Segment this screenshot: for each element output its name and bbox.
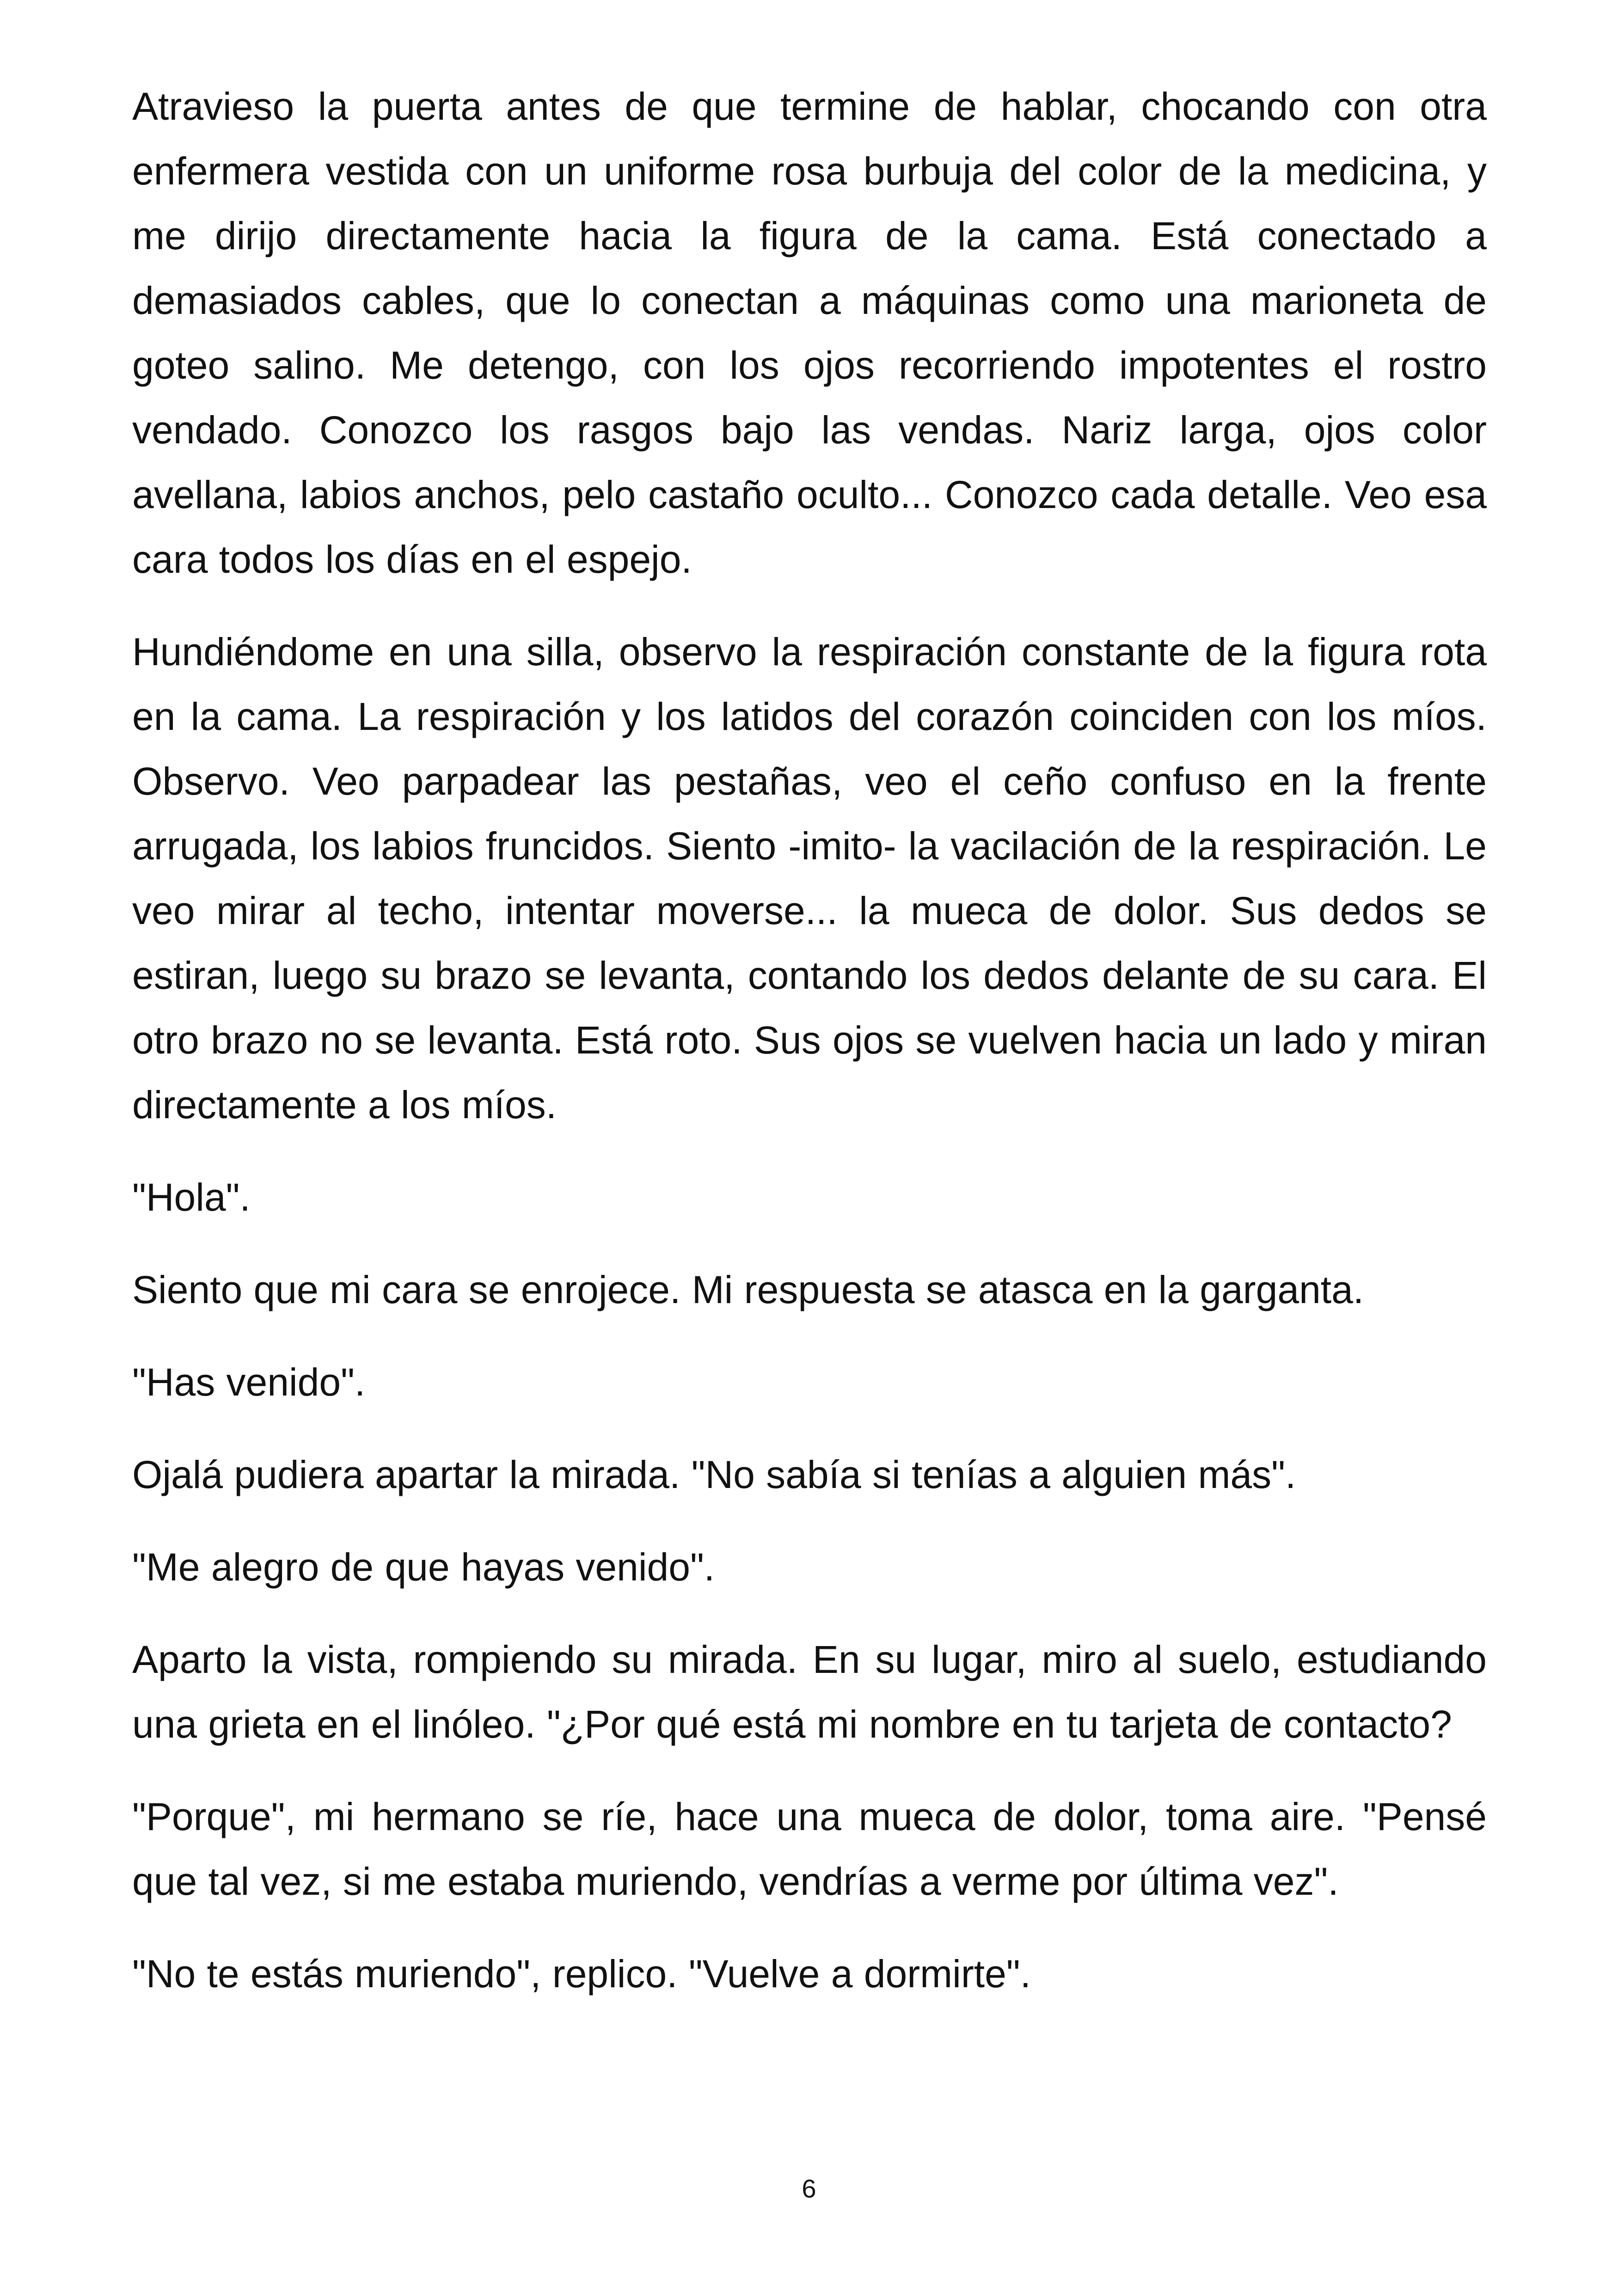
page-number: 6 — [802, 2174, 816, 2203]
paragraph-3: "Hola". — [132, 1176, 251, 1219]
paragraph-4: Siento que mi cara se enrojece. Mi respuesta se atasca en la garganta. — [132, 1268, 1364, 1311]
paragraph-8: Aparto la vista, rompiendo su mirada. En su lugar, miro al suelo, estudiando una grieta en el linóleo. "¿Por qué está mi nombre en tu tarjeta de contacto? — [132, 1638, 1487, 1746]
paragraph-10: "No te estás muriendo", replico. "Vuelve a dormirte". — [132, 1952, 1031, 1996]
page-body — [132, 74, 1487, 2034]
paragraph-1: Atravieso la puerta antes de que termine de hablar, chocando con otra enfermera vestida con un uniforme rosa burbuja del color de la medicina, y me dirijo directamente hacia la figura de la cama. Está conectado a demasiados cables, que lo conectan a máquinas como una marioneta de goteo salino. Me detengo, con los ojos recorriendo impotentes el rostro vendado. Conozco los rasgos bajo las vendas. Nariz larga, ojos color avellana, labios anchos, pelo castaño oculto... Conozco cada detalle. Veo esa cara todos los días en el espejo. — [132, 85, 1487, 581]
paragraph-7: "Me alegro de que hayas venido". — [132, 1545, 715, 1589]
paragraph-9: "Porque", mi hermano se ríe, hace una mueca de dolor, toma aire. "Pensé que tal vez, si me estaba muriendo, vendrías a verme por última vez". — [132, 1795, 1487, 1903]
paragraph-2: Hundiéndome en una silla, observo la respiración constante de la figura rota en la cama. La respiración y los latidos del corazón coinciden con los míos. Observo. Veo parpadear las pestañas, veo el ceño confuso en la frente arrugada, los labios fruncidos. Siento -imito- la vacilación de la respiración. Le veo mirar al techo, intentar moverse... la mueca de dolor. Sus dedos se estiran, luego su brazo se levanta, contando los dedos delante de su cara. El otro brazo no se levanta. Está roto. Sus ojos se vuelven hacia un lado y miran directamente a los míos. — [132, 630, 1487, 1127]
paragraph-6: Ojalá pudiera apartar la mirada. "No sabía si tenías a alguien más". — [132, 1453, 1296, 1496]
paragraph-5: "Has venido". — [132, 1360, 366, 1404]
